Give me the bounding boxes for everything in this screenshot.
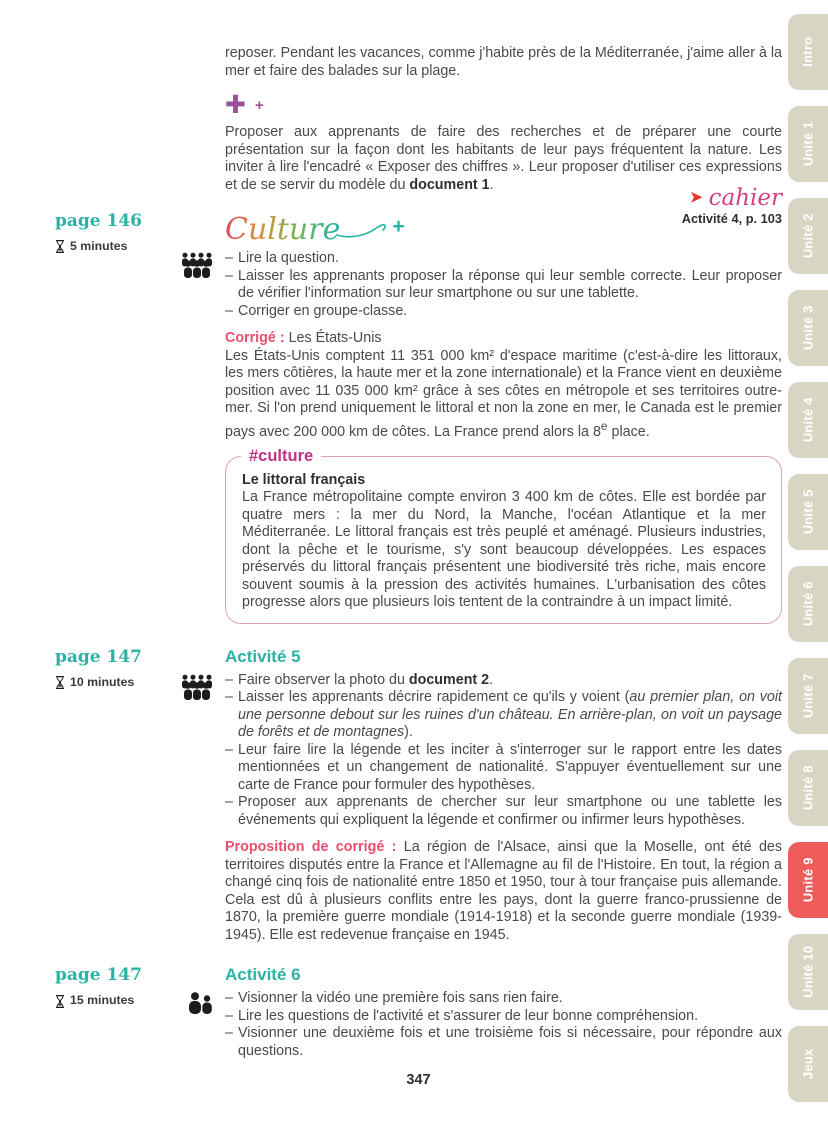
instruction-text: Laisser les apprenants proposer la réponse qui leur semble correcte. Leur proposer de vérifier l'information sur leur smartphone ou sur une tablette. — [238, 267, 782, 301]
sample-answer-italic: au premier plan, on voit une personne debout sur les ruines d'un château. En arrière-plan, on voit un paysage de forêts et de montagnes — [238, 689, 782, 741]
corrige-block — [225, 330, 782, 441]
activity-title: Activité 6 — [225, 965, 301, 985]
tab-label: Jeux — [800, 1048, 816, 1080]
instruction-item — [225, 303, 782, 321]
instruction-item — [225, 689, 782, 742]
corrige-answer-line — [225, 330, 782, 348]
ordinal-superscript: e — [600, 418, 608, 433]
instruction-list — [225, 672, 782, 830]
culture-info-box — [225, 446, 782, 624]
culture-plus-title — [225, 210, 782, 246]
extension-activity-marker — [225, 92, 782, 118]
instruction-item — [225, 268, 782, 303]
sidebar-tab-unite-5[interactable] — [788, 474, 828, 550]
tab-label: Unité 8 — [800, 765, 816, 811]
sidebar-tab-unite-3[interactable] — [788, 290, 828, 366]
cahier-activity-reference: Activité 4, p. 103 — [681, 211, 782, 226]
unit-tabs-sidebar — [788, 0, 828, 1123]
tab-label: Unité 2 — [800, 213, 816, 259]
instruction-text: Lire la question. — [238, 250, 339, 266]
proposition-label: Proposition de corrigé : — [225, 839, 397, 856]
instruction-text: Lire les questions de l'activité et s'assurer de leur bonne compréhension. — [238, 1007, 699, 1024]
culture-box-title: Le littoral français — [242, 471, 366, 488]
instruction-item — [225, 1025, 782, 1060]
culture-title-text: Culture — [225, 212, 341, 247]
instruction-text: Proposer aux apprenants de chercher sur leur smartphone ou une tablette les événements qui expliquent la légende et confirmer ou infirmer leurs hypothèses. — [238, 794, 782, 828]
duration-text: 10 minutes — [70, 674, 135, 689]
instruction-text: Corriger en groupe-classe. — [238, 302, 408, 319]
document-reference: document 1 — [409, 176, 490, 193]
instruction-item — [225, 250, 782, 268]
sidebar-tab-unite-9-active[interactable] — [788, 842, 828, 918]
arrow-right-icon: ➤ — [690, 189, 703, 207]
page-number: 347 — [406, 1071, 431, 1088]
instruction-item — [225, 1008, 782, 1026]
hourglass-icon — [55, 995, 65, 1008]
page-reference-label: page 147 — [55, 965, 143, 986]
sidebar-tab-unite-6[interactable] — [788, 566, 828, 642]
tab-label: Unité 7 — [800, 673, 816, 719]
activite-5-section — [55, 646, 782, 945]
duration-text: 15 minutes — [70, 993, 135, 1008]
corrige-text: place. — [607, 423, 650, 440]
instruction-text: Visionner une deuxième fois et une troisième fois si nécessaire, pour répondre aux questions. — [238, 1025, 782, 1059]
document-reference: document 2 — [408, 671, 490, 688]
instruction-text: . — [489, 671, 494, 688]
paragraph-text: Proposer aux apprenants de faire des recherches et de préparer une courte présentation sur la façon dont les habitants de leur pays fréquentent la nature. Les inviter à lire l'encadré « Exposer des chiffres ». Leur proposer d'utiliser ces expressions et de se servir du modèle du — [225, 124, 782, 193]
activity-title: Activité 5 — [225, 646, 301, 666]
tab-label: Unité 6 — [800, 581, 816, 627]
instruction-text: Laisser les apprenants décrire rapidement ce qu'ils y voient ( — [238, 689, 630, 706]
instruction-text: Visionner la vidéo une première fois sans rien faire. — [238, 990, 563, 1007]
sidebar-tab-intro[interactable] — [788, 14, 828, 90]
tab-label: Unité 10 — [800, 945, 816, 999]
tab-label: Unité 1 — [800, 121, 816, 167]
page-content — [55, 0, 782, 1060]
instruction-text: ). — [404, 724, 413, 741]
corrige-answer: Les États-Unis — [288, 330, 382, 346]
corrige-label: Corrigé : — [225, 330, 285, 346]
tab-label: Unité 3 — [800, 305, 816, 351]
page-reference-label: page 147 — [55, 646, 143, 667]
tab-label: Unité 5 — [800, 489, 816, 535]
instruction-item — [225, 990, 782, 1008]
instruction-list — [225, 990, 782, 1060]
swash-flourish — [336, 223, 388, 239]
proposition-corrige-block — [225, 839, 782, 944]
intro-paragraph: reposer. Pendant les vacances, comme j'habite près de la Méditerranée, j'aime aller à la mer et faire des balades sur la plage. — [225, 45, 782, 79]
pair-work-icon — [187, 992, 213, 1014]
culture-plus-sign: + — [392, 215, 405, 238]
extension-activity-paragraph — [225, 124, 782, 194]
corrige-text: Les États-Unis comptent 11 351 000 km² d'espace maritime (c'est-à-dire les littoraux, les mers côtières, la haute mer et la zone internationale) et la France vient en deuxième position avec 11 035 000 km² grâce à ses côtes en métropole et ses territoires outre-mer. Si l'on prend uniquement le littoral et non la zone en mer, le Canada est le premier pays avec 200 000 km de côtes. La France prend alors la 8 — [225, 347, 782, 440]
group-class-icon — [179, 674, 215, 700]
plus-icon: ✚ — [225, 90, 246, 119]
cahier-label: cahier — [708, 185, 782, 211]
sidebar-tab-unite-7[interactable] — [788, 658, 828, 734]
sidebar-tab-unite-10[interactable] — [788, 934, 828, 1010]
culture-box-text: La France métropolitaine compte environ 3 400 km de côtes. Elle est bordée par quatre mers : la mer du Nord, la Manche, l'océan Atlantique et la mer Méditerranée. Le littoral français est très peuplé et aménagé. Plusieurs industries, dont la pêche et le tourisme, s'y sont beaucoup développées. Les espaces préservés du littoral français présentent une biodiversité très riche, mais encore souvent soumis à la pression des activités humaines. L'urbanisation des côtes progresse alors que plusieurs lois tentent de la contraindre à un impact limité. — [242, 489, 766, 611]
instruction-item — [225, 794, 782, 829]
small-plus-icon: + — [254, 96, 264, 114]
sidebar-tab-unite-2[interactable] — [788, 198, 828, 274]
instruction-text: Leur faire lire la légende et les inciter à s'interroger sur le rapport entre les dates mentionnées et un changement de nationalité. S'appuyer éventuellement sur une carte de France pour formuler des hypothèses. — [238, 741, 782, 793]
margin-annotations — [55, 211, 210, 256]
duration-text: 5 minutes — [70, 239, 128, 253]
sidebar-tab-unite-8[interactable] — [788, 750, 828, 826]
instruction-item — [225, 742, 782, 795]
group-class-icon — [179, 252, 215, 278]
culture-box-tag: #culture — [241, 446, 321, 467]
sidebar-tab-jeux[interactable] — [788, 1026, 828, 1102]
instruction-item — [225, 672, 782, 690]
instruction-text: Faire observer la photo du — [238, 671, 409, 688]
instruction-list — [225, 250, 782, 320]
activite-6-section — [55, 964, 782, 1060]
page-reference-label: page 146 — [55, 211, 143, 231]
tab-label: Intro — [800, 37, 816, 67]
proposition-text: La région de l'Alsace, ainsi que la Moselle, ont été des territoires disputés entre la France et l'Allemagne au fil de l'Histoire. En tout, la région a changé cinq fois de nationalité entre 1850 et 1950, tour à tour française puis allemande. Cela est dû à plusieurs conflits entre les pays, dont la guerre franco-prussienne de 1870, la première guerre mondiale (1914-1918) et la seconde guerre mondiale (1939-1945). Elle est redevenue française en 1945. — [225, 839, 782, 943]
culture-plus-section — [55, 210, 782, 441]
sidebar-tab-unite-1[interactable] — [788, 106, 828, 182]
hourglass-icon — [55, 240, 65, 253]
tab-label: Unité 9 — [800, 857, 816, 903]
paragraph-text: . — [489, 176, 494, 193]
corrige-body — [225, 348, 782, 441]
sidebar-tab-unite-4[interactable] — [788, 382, 828, 458]
tab-label: Unité 4 — [800, 397, 816, 443]
hourglass-icon — [55, 676, 65, 689]
